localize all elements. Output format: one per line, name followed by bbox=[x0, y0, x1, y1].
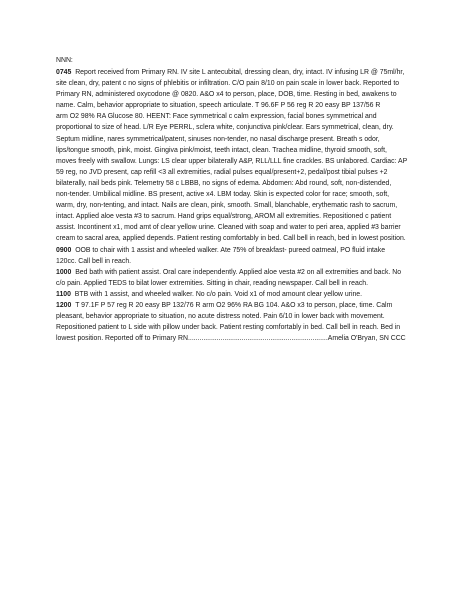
note-line bbox=[56, 289, 428, 300]
note-line bbox=[56, 156, 428, 167]
note-text: lips/tongue smooth, pink, moist. Gingiva pink/moist, teeth intact, clean. Trachea midline, thyroid smooth, soft, bbox=[56, 146, 387, 154]
note-text: c/o pain. Applied TEDS to bilat lower extremities. Sitting in chair, reading newspaper. Call bell in reach. bbox=[56, 279, 369, 287]
note-text: Repositioned patient to L side with pillow under back. Patient resting comfortably in bed. Call bell in reach. Bed in bbox=[56, 324, 401, 332]
note-time: 1200 bbox=[56, 301, 72, 309]
note-line bbox=[56, 122, 428, 133]
note-text: name. Calm, behavior appropriate to situation, speech articulate. T 96.6F P 56 reg R 20 easy BP 137/56 R bbox=[56, 102, 381, 110]
note-line bbox=[56, 267, 428, 278]
note-line bbox=[56, 89, 428, 100]
note-text: moves freely with swallow. Lungs: LS clear upper bilaterally A&P, RLL/LLL fine crackles. BS unlabored. Cardiac: AP bbox=[56, 157, 408, 165]
note-line bbox=[56, 78, 428, 89]
note-time: 0745 bbox=[56, 69, 72, 76]
note-text: Primary RN, administered oxycodone @ 0820. A&O x4 to person, place, DOB, time. Resting in bed, awakens to bbox=[56, 91, 397, 99]
note-text: non-tender. Umbilical midline. BS present, active x4. LBM today. Skin is expected color for race; smooth, soft, bbox=[56, 191, 390, 199]
note-time: 0900 bbox=[56, 246, 72, 254]
note-line bbox=[56, 100, 428, 111]
note-line bbox=[56, 134, 428, 145]
note-line bbox=[56, 145, 428, 156]
note-time: 1000 bbox=[56, 268, 72, 276]
note-text: 120cc. Call bell in reach. bbox=[56, 257, 132, 265]
note-text: bilaterally, nail beds pink. Telemetry 58 c LBBB, no signs of edema. Abdomen: Abd round, soft, non-distended, bbox=[56, 179, 392, 187]
note-line bbox=[56, 167, 428, 178]
note-line bbox=[56, 189, 428, 200]
note-text: proportional to size of head. L/R Eye PERRL, sclera white, conjunctiva pink/clear. Ears symmetrical, clean, dry. bbox=[56, 124, 394, 132]
note-text: cream to sacral area, applied depends. Patient resting comfortably in bed. Call bell in reach, bed in lowest position. bbox=[56, 235, 406, 243]
note-line bbox=[56, 245, 428, 256]
note-line bbox=[56, 222, 428, 233]
nursing-notes bbox=[56, 67, 428, 344]
note-text: lowest position. Reported off to Primary RN.........................................................................Amelia O'Bryan, SN CCC bbox=[56, 335, 406, 343]
note-text: Septum midline, nares symmetrical/patent, sinuses non-tender, no nasal discharge present. Breath s odor, bbox=[56, 135, 380, 143]
note-line bbox=[56, 67, 428, 78]
note-text: pleasant, behavior appropriate to situation, no acute distress noted. Pain 6/10 in lower back with movement. bbox=[56, 313, 385, 321]
note-line bbox=[56, 333, 428, 344]
note-line bbox=[56, 311, 428, 322]
note-text: OOB to chair with 1 assist and wheeled walker. Ate 75% of breakfast- pureed oatmeal, PO fluid intake bbox=[75, 246, 386, 254]
note-time: 1100 bbox=[56, 290, 71, 298]
note-line bbox=[56, 322, 428, 333]
note-text: T 97.1F P 57 reg R 20 easy BP 132/76 R arm O2 96% RA BG 104. A&O x3 to person, place, time. Calm bbox=[75, 301, 393, 309]
document-header: NNN: bbox=[56, 57, 73, 64]
note-line bbox=[56, 256, 428, 267]
note-text: assist. Incontinent x1, mod amt of clear yellow urine. Cleaned with soap and water to peri area, applied #3 barrier bbox=[56, 224, 401, 232]
note-text: intact. Applied aloe vesta #3 to sacrum. Hand grips equal/strong, AROM all extremities. Repositioned c patient bbox=[56, 213, 392, 221]
note-line bbox=[56, 233, 428, 244]
note-text: 59 reg, no JVD present, cap refill <3 all extremities, radial pulses equal/present+2, pedal/post tibial pulses +2 bbox=[56, 168, 388, 176]
note-line bbox=[56, 200, 428, 211]
note-line bbox=[56, 211, 428, 222]
note-text: arm O2 98% RA Glucose 80. HEENT: Face symmetrical c calm expression, facial bones symmetrical and bbox=[56, 113, 377, 121]
note-text: Bed bath with patient assist. Oral care independently. Applied aloe vesta #2 on all extremities and back. No bbox=[75, 268, 402, 276]
note-text: site clean, dry, patent c no signs of phlebitis or infiltration. C/O pain 8/10 on pain scale in lower back. Reported to bbox=[56, 80, 400, 88]
note-text: Report received from Primary RN. IV site L antecubital, dressing clean, dry, intact. IV infusing LR @ 75ml/hr, bbox=[75, 69, 405, 76]
note-line bbox=[56, 300, 428, 311]
note-text: BTB with 1 assist, and wheeled walker. No c/o pain. Void x1 of mod amount clear yellow urine. bbox=[74, 290, 363, 298]
note-text: warm, dry, non-tenting, and intact. Nails are clean, pink, smooth. Small, blanchable, erythematic rash to sacrum, bbox=[56, 202, 398, 210]
note-line bbox=[56, 111, 428, 122]
note-line bbox=[56, 178, 428, 189]
note-line bbox=[56, 278, 428, 289]
